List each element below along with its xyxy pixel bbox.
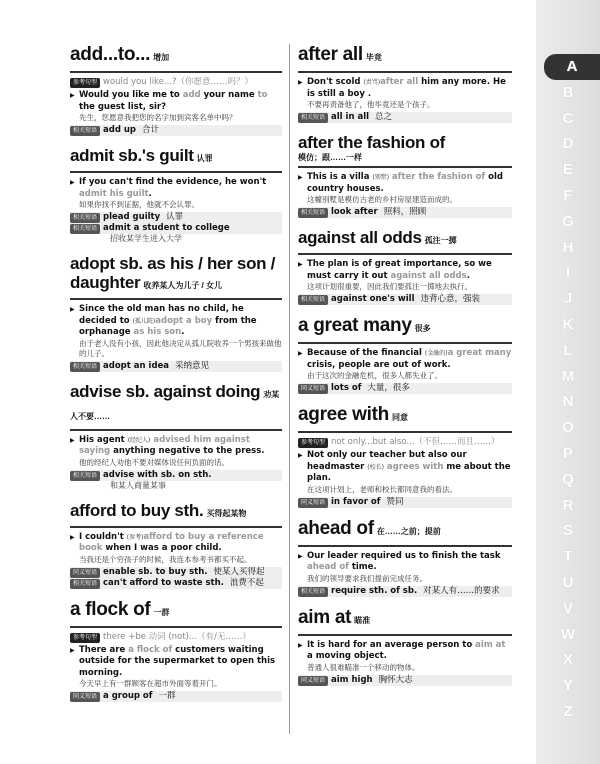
related-phrase-text: look after: [331, 207, 378, 217]
phrase-text: after all: [298, 44, 363, 65]
sentence-part: your name: [200, 90, 258, 100]
sentence-part: Not only our teacher but also our headmaster: [307, 450, 467, 472]
example-sentence: [298, 348, 512, 381]
sentence-part: It is hard for an average person to: [307, 639, 476, 650]
letter-tab-j[interactable]: J: [563, 290, 573, 308]
letter-tab-l[interactable]: L: [563, 341, 573, 359]
phrase-text: after the fashion of: [298, 133, 446, 152]
vocab-note: (别墅): [372, 174, 390, 181]
phrase-text: adopt sb. as his / her son / daughter: [70, 254, 276, 292]
phrase-meaning: 同意: [391, 413, 408, 422]
phrase-entry: [70, 501, 282, 589]
sentence-part: His agent: [79, 434, 128, 445]
related-phrase: [70, 470, 282, 481]
highlighted-phrase: after all: [380, 77, 419, 87]
related-phrase-text: require sth. of sb.: [331, 585, 418, 596]
reference-text-body: not only...but also...（不但……而且……）: [331, 437, 500, 447]
phrase-heading: [298, 607, 512, 636]
related-tag: 相关短语: [70, 213, 100, 223]
reference-pattern: [70, 632, 282, 643]
phrase-entry: [298, 607, 512, 686]
related-phrase-text: in favor of: [331, 496, 381, 507]
phrase-entry: [298, 315, 512, 394]
letter-tab-o[interactable]: O: [562, 419, 574, 437]
related-phrase-text: against one's will: [331, 294, 415, 304]
example-sentence: [70, 645, 282, 690]
sentence-part: If you can't find the evidence, he won't: [79, 177, 267, 187]
phrase-entry: [70, 254, 282, 372]
phrase-meaning: 瞄准: [354, 615, 371, 625]
related-phrase: [298, 675, 512, 686]
alphabet-index: [536, 54, 600, 725]
phrase-heading: [70, 146, 282, 173]
related-tag: 相关短语: [70, 579, 100, 589]
related-phrase-text: adopt an idea: [103, 360, 170, 371]
related-meaning: 认罪: [166, 212, 184, 222]
reference-text: [331, 437, 499, 448]
translation: 不要再责备他了，他毕竟还是个孩子。: [307, 100, 435, 109]
related-meaning: 浪费不起: [229, 577, 264, 588]
highlighted-phrase: ahead of: [307, 562, 349, 572]
related-phrase-text: plead guilty: [103, 212, 161, 222]
sentence-part: The plan is of great importance, so we must carry it out: [307, 259, 492, 281]
related-phrase: [70, 578, 282, 589]
example-sentence: [298, 450, 512, 495]
letter-tab-z[interactable]: Z: [563, 702, 573, 720]
sentence-part: him any more. He is still a boy: [307, 77, 506, 99]
sentence-part: me about the plan.: [307, 461, 511, 483]
highlighted-phrase: admit his guilt: [79, 188, 149, 199]
vocab-note: (金融的): [424, 350, 448, 357]
letter-tab-i[interactable]: I: [565, 264, 571, 282]
vocab-note: (孤儿院): [132, 317, 156, 325]
highlighted-phrase: a great many: [447, 348, 512, 358]
translation: 这项计划很重要，因此我们要孤注一掷地去执行。: [307, 282, 472, 291]
phrase-text: afford to buy sth.: [70, 500, 204, 520]
example-sentence: [70, 435, 282, 468]
sentence-part: Would you like me to: [79, 90, 183, 100]
related-phrase-text: can't afford to waste sth.: [103, 577, 224, 588]
vocab-note: (校长): [367, 463, 384, 471]
translation: 先生，您愿意我把您的名字加到宾客名单中吗？: [79, 113, 237, 122]
phrase-text: add...to...: [70, 44, 151, 65]
reference-pattern: [70, 77, 282, 88]
translation: 由于老人没有小孩，因此他决定从孤儿院收养一个男孩来做他的儿子。: [79, 338, 282, 358]
phrase-entry: [298, 404, 512, 508]
phrase-text: advise sb. against doing: [70, 381, 261, 401]
letter-tab-u[interactable]: U: [562, 573, 574, 591]
translation: 他的经纪人劝他不要对媒体说任何负面的话。: [79, 457, 229, 467]
highlighted-phrase: a flock of: [128, 644, 173, 655]
sentence-part: anything negative to the press.: [110, 446, 265, 456]
phrase-meaning: 毕竟: [365, 53, 382, 62]
sentence-part: Our leader required us to finish the task: [307, 550, 501, 561]
related-tag: 相关短语: [70, 224, 100, 234]
phrase-heading: [70, 599, 282, 628]
translation: 由于这次的金融危机，很多人都失业了。: [307, 371, 442, 380]
sentence-part: Because of the financial: [307, 348, 425, 358]
related-meaning: 照料，照顾: [383, 207, 427, 217]
phrase-heading: [298, 518, 512, 547]
reference-tag: 参考句型: [70, 633, 100, 643]
letter-tab-q[interactable]: Q: [562, 470, 574, 488]
translation: 如果你找不到证据，他就不会认罪。: [79, 200, 199, 209]
related-phrase-text: lots of: [331, 383, 362, 393]
phrase-meaning: 劝某人不要……: [70, 389, 280, 421]
phrase-heading: [70, 254, 282, 300]
letter-tab-w[interactable]: W: [560, 625, 576, 643]
highlighted-phrase: as his son: [133, 327, 182, 337]
phrase-meaning: 认罪: [196, 154, 213, 163]
reference-pattern: [298, 437, 512, 448]
reference-text-body: would you like...?（你愿意……吗？）: [103, 77, 254, 87]
highlighted-phrase: adopt a boy: [155, 315, 213, 326]
sentence-part: This is a villa: [307, 172, 373, 182]
related-phrase-text: add up: [103, 125, 137, 135]
related-phrase: [70, 125, 282, 136]
related-phrase: [298, 112, 512, 123]
phrase-heading: [298, 133, 512, 168]
phrase-meaning: 模仿；跟……一样: [298, 153, 362, 162]
related-meaning: 对某人有……的要求: [423, 585, 500, 596]
related-phrase-text: aim high: [331, 674, 373, 685]
related-tag: 同义短语: [298, 384, 328, 394]
phrase-entry: [298, 133, 512, 218]
phrase-entry: [298, 228, 512, 305]
related-meaning: 赞同: [386, 496, 404, 507]
phrase-entry: [70, 44, 282, 136]
related-tag: 相关短语: [298, 208, 328, 218]
related-phrase: [70, 567, 282, 578]
sentence-part: .: [367, 88, 372, 99]
example-sentence: [298, 551, 512, 584]
highlighted-phrase: aim at: [475, 639, 506, 650]
phrase-meaning: 增加: [153, 53, 170, 62]
phrase-text: agree with: [298, 404, 389, 425]
related-phrase-text: advise with sb. on sth.: [103, 469, 212, 480]
sentence-part: Since the old man has no child, he decided to: [79, 304, 244, 326]
phrase-entry: [70, 382, 282, 491]
related-meaning: 合计: [142, 125, 160, 135]
letter-tab-e[interactable]: E: [562, 161, 573, 179]
phrase-entry: [298, 44, 512, 123]
related-tag: 相关短语: [298, 587, 328, 597]
reference-tag: 参考句型: [70, 78, 100, 88]
related-meaning: 使某人买得起: [213, 566, 265, 577]
letter-tab-n[interactable]: N: [562, 393, 574, 411]
related-meaning: 胸怀大志: [378, 674, 413, 685]
example-sentence: [70, 532, 282, 565]
example-sentence: [70, 304, 282, 359]
related-meaning: 大量，很多: [367, 383, 410, 393]
highlighted-phrase: to: [257, 90, 268, 100]
related-phrase: [298, 207, 512, 218]
translation: 这幢别墅是模仿古老的乡村房屋建造而成的。: [307, 195, 457, 204]
related-phrase: [70, 361, 282, 372]
letter-tab-h[interactable]: H: [562, 238, 574, 256]
related-phrase-text: admit a student to college: [103, 223, 230, 233]
phrase-text: ahead of: [298, 517, 374, 539]
letter-tab-b[interactable]: B: [562, 83, 574, 101]
highlighted-phrase: after the fashion of: [389, 172, 486, 182]
letter-tab-f[interactable]: F: [563, 186, 573, 204]
related-phrase: [298, 497, 512, 508]
related-meaning: 违背心意，强装: [420, 294, 481, 304]
highlighted-phrase: add: [182, 90, 201, 100]
sentence-part: a moving object.: [307, 651, 387, 661]
phrase-entry: [298, 518, 512, 597]
related-tag: 相关短语: [298, 113, 328, 123]
sentence-part: old country houses.: [307, 172, 503, 194]
related-tag: 同义短语: [298, 498, 328, 508]
related-phrase: [70, 691, 282, 702]
letter-tab-p[interactable]: P: [562, 444, 573, 462]
related-phrase: [298, 294, 512, 305]
translation: 在这项计划上，老师和校长都同意我的看法。: [307, 484, 457, 494]
letter-tab-x[interactable]: X: [562, 651, 573, 669]
phrase-heading: [298, 315, 512, 344]
sentence-part: crisis,: [307, 359, 339, 370]
related-tag: 同义短语: [298, 676, 328, 686]
phrase-entry: [70, 599, 282, 703]
letter-tab-r[interactable]: R: [562, 496, 574, 514]
letter-tab-s[interactable]: S: [562, 522, 573, 540]
translation: 当我还是个穷孩子的时候，我连本参考书都买不起。: [79, 554, 252, 564]
example-sentence: [298, 259, 512, 292]
phrase-meaning: 孤注一掷: [424, 236, 457, 245]
example-sentence: [298, 640, 512, 673]
letter-tab-d[interactable]: D: [562, 135, 574, 153]
sentence-part: I couldn't: [79, 531, 127, 542]
phrase-entry: [70, 146, 282, 244]
phrase-heading: [70, 501, 282, 528]
related-phrase: [70, 212, 282, 223]
related-tag: 相关短语: [70, 471, 100, 481]
reference-text: [103, 77, 253, 88]
related-meaning: 招收某学生进入大学: [110, 234, 182, 243]
phrase-meaning: 收养某人为儿子 / 女儿: [143, 281, 222, 290]
phrase-meaning: 很多: [414, 324, 431, 333]
highlighted-phrase: afford to buy a reference: [143, 531, 264, 542]
phrase-text: a flock of: [70, 598, 151, 620]
translation: 普通人很难瞄准一个移动的物体。: [307, 662, 420, 672]
column-divider: [289, 44, 290, 734]
highlighted-phrase: agrees with: [383, 461, 444, 472]
phrase-heading: [298, 404, 512, 433]
letter-tab-m[interactable]: M: [561, 367, 575, 385]
sentence-part: time.: [348, 562, 377, 572]
related-meaning: 总之: [375, 112, 393, 122]
right-column: [298, 44, 512, 696]
sentence-part: .: [148, 188, 152, 199]
phrase-heading: [298, 228, 512, 255]
translation: 我们的领导要求我们提前完成任务。: [307, 573, 427, 583]
phrase-heading: [70, 44, 282, 73]
example-sentence: [70, 177, 282, 210]
sentence-part: .: [181, 327, 185, 337]
related-meaning: 采纳意见: [175, 360, 210, 371]
related-meaning: 和某人商量某事: [110, 480, 166, 490]
translation: 今天早上有一群顾客在超市外面等着开门。: [79, 679, 222, 688]
phrase-text: against all odds: [298, 228, 422, 247]
phrase-heading: [70, 382, 282, 431]
left-column: [70, 44, 282, 712]
letter-tab-t[interactable]: T: [563, 548, 573, 566]
letter-tab-k[interactable]: K: [562, 315, 574, 333]
vocab-note: (参考): [126, 533, 144, 541]
letter-tab-v[interactable]: V: [562, 599, 573, 617]
related-tag: 同义短语: [70, 568, 100, 578]
related-phrase: [70, 223, 282, 234]
reference-tag: 参考句型: [298, 438, 328, 448]
letter-tab-g[interactable]: G: [562, 212, 574, 230]
reference-text: [103, 632, 251, 643]
related-phrase-text: a group of: [103, 691, 153, 701]
sentence-part: customers waiting outside for the supermarket to open this morning.: [79, 644, 276, 678]
sentence-part: when I was a poor child.: [102, 543, 222, 553]
vocab-note: (经纪人): [127, 436, 151, 444]
related-tag: 同义短语: [70, 692, 100, 702]
phrase-text: a great many: [298, 315, 412, 336]
phrase-text: aim at: [298, 606, 352, 628]
sentence-part: the guest list, sir?: [79, 101, 167, 112]
sentence-part: There are: [79, 644, 129, 655]
related-phrase: [298, 586, 512, 597]
phrase-text: admit sb.'s guilt: [70, 146, 194, 165]
alphabet-sidebar: [536, 0, 600, 764]
sentence-part: .: [466, 270, 470, 281]
sentence-part: people are out of work.: [338, 359, 451, 370]
letter-tab-y[interactable]: Y: [562, 677, 573, 695]
example-sentence: [298, 172, 512, 205]
related-tag: 相关短语: [70, 126, 100, 136]
letter-tab-c[interactable]: C: [562, 109, 574, 127]
related-tag: 相关短语: [298, 295, 328, 305]
highlighted-phrase: against all odds: [390, 270, 467, 281]
related-meaning: 一群: [158, 691, 176, 701]
related-tag: 相关短语: [70, 362, 100, 372]
related-phrase-text: all in all: [331, 112, 370, 122]
phrase-meaning: 买得起某物: [206, 508, 247, 518]
highlighted-phrase: book: [79, 543, 103, 553]
example-sentence: [70, 90, 282, 123]
letter-tab-a[interactable]: A: [544, 54, 600, 80]
related-phrase-text: enable sb. to buy sth.: [103, 566, 208, 577]
phrase-heading: [298, 44, 512, 73]
phrase-meaning: 一群: [153, 607, 170, 617]
sentence-part: Don't scold: [307, 77, 364, 87]
vocab-note: (责骂): [363, 79, 381, 86]
related-phrase: [298, 383, 512, 394]
sentence-part: from the orphanage: [79, 315, 257, 337]
phrase-meaning: 在……之前；提前: [376, 526, 441, 536]
example-sentence: [298, 77, 512, 110]
reference-text-body: there +be 动词 (not)...（有/无……）: [103, 631, 251, 642]
highlighted-phrase: advised him against saying: [79, 434, 250, 456]
